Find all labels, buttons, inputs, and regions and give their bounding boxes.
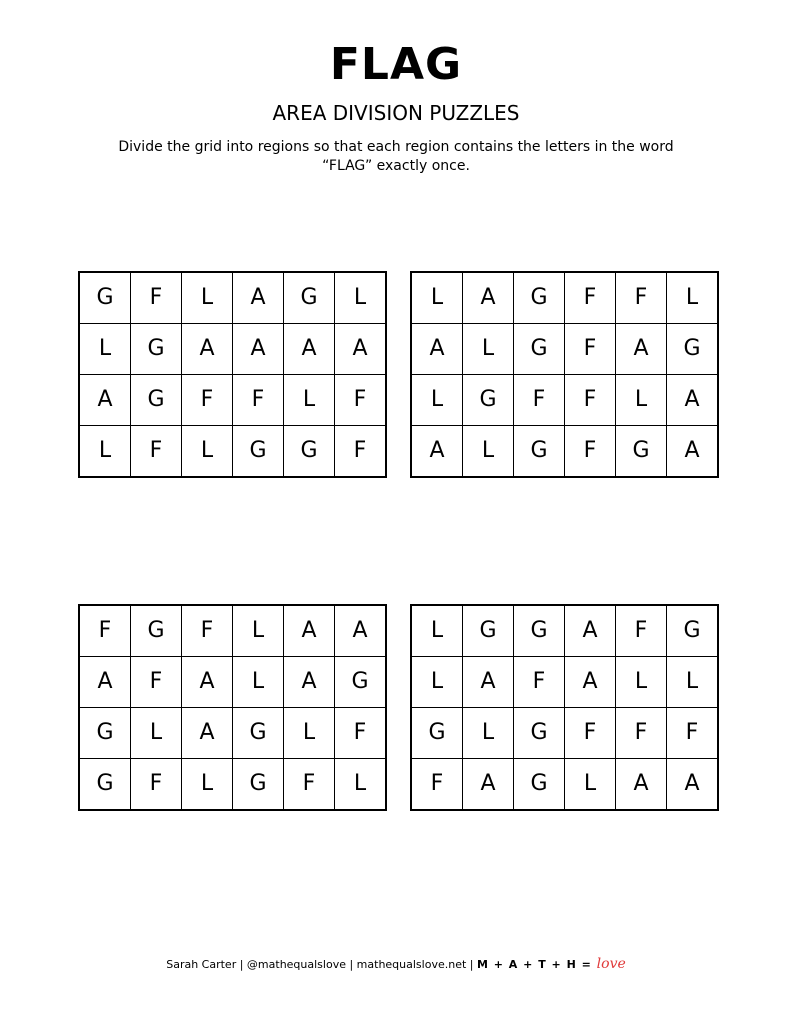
footer-credit: Sarah Carter | @mathequalslove | mathequalslove.net | bbox=[166, 958, 477, 971]
grid-cell[interactable]: G bbox=[233, 426, 283, 476]
grid-cell[interactable]: F bbox=[131, 273, 181, 323]
grid-cell[interactable]: G bbox=[233, 708, 283, 758]
grid-cell[interactable]: A bbox=[463, 759, 513, 809]
grid-cell[interactable]: A bbox=[182, 708, 232, 758]
grid-cell[interactable]: G bbox=[514, 708, 564, 758]
grid-cell[interactable]: F bbox=[412, 759, 462, 809]
footer-love-logo: love bbox=[596, 956, 626, 972]
grid-cell[interactable]: L bbox=[667, 657, 717, 707]
grid-cell[interactable]: A bbox=[80, 657, 130, 707]
grid-cell[interactable]: F bbox=[565, 375, 615, 425]
grid-cell[interactable]: G bbox=[514, 273, 564, 323]
grid-cell[interactable]: L bbox=[233, 657, 283, 707]
grid-cell[interactable]: A bbox=[233, 273, 283, 323]
grid-cell[interactable]: G bbox=[463, 375, 513, 425]
grid-cell[interactable]: F bbox=[335, 708, 385, 758]
grid-cell[interactable]: A bbox=[412, 426, 462, 476]
grid-cell[interactable]: L bbox=[412, 273, 462, 323]
grid-cell[interactable]: F bbox=[565, 426, 615, 476]
grid-cell[interactable]: A bbox=[463, 273, 513, 323]
footer bbox=[0, 956, 792, 973]
grid-cell[interactable]: A bbox=[667, 426, 717, 476]
grid-cell[interactable]: G bbox=[233, 759, 283, 809]
grid-cell[interactable]: G bbox=[514, 759, 564, 809]
grid-cell[interactable]: F bbox=[131, 426, 181, 476]
grid-cell[interactable]: F bbox=[182, 375, 232, 425]
grid-cell[interactable]: A bbox=[412, 324, 462, 374]
grid-cell[interactable]: F bbox=[667, 708, 717, 758]
grid-cell[interactable]: G bbox=[616, 426, 666, 476]
grid-cell[interactable]: F bbox=[335, 426, 385, 476]
instructions-text: Divide the grid into regions so that each region contains the letters in the word “FLAG” exactly once. bbox=[118, 139, 674, 174]
grid-cell[interactable]: G bbox=[284, 273, 334, 323]
grid-cell[interactable]: F bbox=[335, 375, 385, 425]
grid-cell[interactable]: L bbox=[667, 273, 717, 323]
grid-cell[interactable]: F bbox=[131, 657, 181, 707]
grid-cell[interactable]: G bbox=[463, 606, 513, 656]
grid-cell[interactable]: F bbox=[565, 273, 615, 323]
grid-cell[interactable]: G bbox=[284, 426, 334, 476]
footer-brand: M + A + T + H = bbox=[476, 958, 597, 971]
grid-cell[interactable]: L bbox=[182, 759, 232, 809]
grid-cell[interactable]: F bbox=[182, 606, 232, 656]
grid-cell[interactable]: L bbox=[233, 606, 283, 656]
grid-cell[interactable]: L bbox=[335, 273, 385, 323]
grid-cell[interactable]: G bbox=[131, 375, 181, 425]
grid-cell[interactable]: G bbox=[514, 324, 564, 374]
grid-cell[interactable]: A bbox=[565, 657, 615, 707]
grid-cell[interactable]: G bbox=[514, 606, 564, 656]
page-subtitle: AREA DIVISION PUZZLES bbox=[272, 101, 520, 125]
grid-cell[interactable]: L bbox=[412, 657, 462, 707]
grid-cell[interactable]: L bbox=[616, 375, 666, 425]
grid-cell[interactable]: L bbox=[80, 324, 130, 374]
grid-cell[interactable]: L bbox=[463, 324, 513, 374]
grid-cell[interactable]: F bbox=[514, 657, 564, 707]
grid-cell[interactable]: F bbox=[616, 273, 666, 323]
grid-cell[interactable]: G bbox=[335, 657, 385, 707]
grid-cell[interactable]: L bbox=[131, 708, 181, 758]
grid-cell[interactable]: A bbox=[667, 759, 717, 809]
grid-cell[interactable]: L bbox=[182, 426, 232, 476]
grid-cell[interactable]: A bbox=[616, 759, 666, 809]
grid-cell[interactable]: G bbox=[131, 324, 181, 374]
grid-cell[interactable]: A bbox=[284, 324, 334, 374]
puzzle-grid-3 bbox=[78, 604, 387, 811]
grid-cell[interactable]: G bbox=[131, 606, 181, 656]
puzzle-grid-4 bbox=[410, 604, 719, 811]
puzzle-grid-2 bbox=[410, 271, 719, 478]
grid-cell[interactable]: A bbox=[616, 324, 666, 374]
grid-cell[interactable]: A bbox=[182, 657, 232, 707]
grid-cell[interactable]: F bbox=[514, 375, 564, 425]
grid-cell[interactable]: G bbox=[667, 324, 717, 374]
grid-cell[interactable]: A bbox=[182, 324, 232, 374]
grid-cell[interactable]: A bbox=[463, 657, 513, 707]
grid-cell[interactable]: L bbox=[80, 426, 130, 476]
grid-cell[interactable]: G bbox=[514, 426, 564, 476]
puzzle-grid-1 bbox=[78, 271, 387, 478]
grid-cell[interactable]: A bbox=[335, 606, 385, 656]
grid-cell[interactable]: G bbox=[80, 759, 130, 809]
grid-cell[interactable]: G bbox=[80, 273, 130, 323]
grid-cell[interactable]: A bbox=[667, 375, 717, 425]
grid-cell[interactable]: L bbox=[284, 375, 334, 425]
grid-cell[interactable]: A bbox=[284, 657, 334, 707]
grid-cell[interactable]: A bbox=[335, 324, 385, 374]
grid-cell[interactable]: F bbox=[565, 708, 615, 758]
grid-cell[interactable]: L bbox=[335, 759, 385, 809]
grid-cell[interactable]: L bbox=[565, 759, 615, 809]
grid-cell[interactable]: L bbox=[616, 657, 666, 707]
grid-cell[interactable]: F bbox=[284, 759, 334, 809]
grid-cell[interactable]: F bbox=[616, 606, 666, 656]
grid-cell[interactable]: L bbox=[412, 606, 462, 656]
grid-cell[interactable]: F bbox=[80, 606, 130, 656]
grid-cell[interactable]: A bbox=[565, 606, 615, 656]
grid-cell[interactable]: F bbox=[565, 324, 615, 374]
grid-cell[interactable]: F bbox=[131, 759, 181, 809]
grid-cell[interactable]: G bbox=[80, 708, 130, 758]
grid-cell[interactable]: L bbox=[463, 426, 513, 476]
grid-cell[interactable]: F bbox=[233, 375, 283, 425]
grid-cell[interactable]: A bbox=[80, 375, 130, 425]
grid-cell[interactable]: A bbox=[284, 606, 334, 656]
grid-cell[interactable]: L bbox=[284, 708, 334, 758]
grid-cell[interactable]: A bbox=[233, 324, 283, 374]
grid-cell[interactable]: G bbox=[412, 708, 462, 758]
grid-cell[interactable]: G bbox=[667, 606, 717, 656]
grid-cell[interactable]: L bbox=[463, 708, 513, 758]
grid-cell[interactable]: L bbox=[182, 273, 232, 323]
page-title: FLAG bbox=[329, 39, 463, 90]
grid-cell[interactable]: F bbox=[616, 708, 666, 758]
grid-cell[interactable]: L bbox=[412, 375, 462, 425]
